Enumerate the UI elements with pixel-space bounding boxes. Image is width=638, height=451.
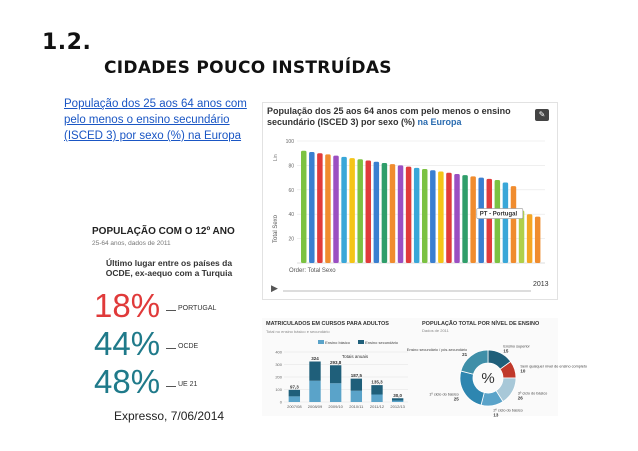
bar-segment — [289, 390, 300, 397]
clipping-leader-line — [166, 386, 176, 387]
y-tick-label: 100 — [275, 387, 282, 392]
edit-icon[interactable]: ✎ — [535, 109, 549, 121]
slice-value: 10 — [520, 368, 526, 374]
slice-label: 1º ciclo do básico — [429, 392, 459, 397]
bar-segment — [351, 391, 362, 402]
clipping-label: OCDE — [178, 343, 199, 350]
bar — [470, 176, 475, 263]
legend-item — [358, 340, 398, 345]
eurostat-link[interactable]: População dos 25 aos 64 anos com pelo menos o ensino secundário (ISCED 3) por sexo (%) na Europa — [64, 98, 247, 142]
enrolment-chart-title: MATRICULADOS EM CURSOS PARA ADULTOS — [266, 321, 389, 327]
donut-center-label: % — [481, 370, 495, 387]
y-tick-label: 0 — [279, 399, 282, 405]
slice-label: Sem qualquer nível de ensino completo — [520, 364, 588, 369]
slice-value: 13 — [493, 412, 499, 418]
bar — [478, 178, 483, 263]
bar — [487, 179, 492, 263]
year-label: 2013 — [533, 281, 549, 288]
bar-segment — [330, 383, 341, 402]
legend-label: Ensino básico — [325, 340, 351, 345]
chart-title-region: na Europa — [417, 117, 462, 127]
bar — [503, 182, 508, 263]
bar-segment — [309, 381, 320, 402]
eurostat-chart-widget — [262, 102, 558, 300]
bar — [325, 154, 330, 263]
bar — [406, 167, 411, 263]
bar-segment — [371, 395, 382, 403]
y-tick-label: 100 — [285, 139, 294, 145]
x-tick-label: 2007/08 — [287, 404, 302, 409]
x-tick-label: 2010/11 — [349, 404, 364, 409]
bar-segment — [392, 401, 403, 403]
chart-bars — [301, 151, 540, 263]
bar — [333, 156, 338, 263]
slice-value: 21 — [462, 352, 468, 358]
clipping-label: UE 21 — [178, 381, 198, 388]
donut-chart-subtitle: Dados de 2011 — [422, 328, 449, 333]
slice-label: 3º ciclo do básico — [517, 391, 548, 396]
clipping-value: 48% — [94, 363, 161, 400]
clipping-value: 18% — [94, 287, 161, 324]
slice-value: 26 — [517, 395, 523, 401]
play-icon[interactable]: ▶ — [271, 283, 278, 293]
bar — [535, 217, 540, 263]
bar — [309, 152, 314, 263]
order-label: Order: Total Sexo — [289, 268, 336, 274]
bar — [462, 175, 467, 263]
bar-segment — [330, 365, 341, 383]
bar-segment — [371, 385, 382, 394]
y-tick-label: 20 — [288, 236, 294, 243]
bar-segment — [392, 398, 403, 400]
bar — [438, 172, 443, 264]
clipping-row-ue21 — [92, 364, 234, 400]
bar — [414, 168, 419, 263]
bar — [398, 165, 403, 263]
enrolment-bar-chart — [262, 346, 412, 416]
portugal-tooltip — [477, 209, 523, 219]
clipping-leader-line — [166, 310, 176, 311]
data-label: 135,3 — [371, 379, 383, 385]
y-tick-label: 40 — [288, 212, 294, 219]
x-tick-label: 2009/10 — [328, 404, 343, 409]
chart-title-main: População dos 25 aos 64 anos com pelo menos o ensino secundário (ISCED 3) por sexo (%) — [267, 106, 511, 127]
slice-value: 25 — [453, 396, 459, 402]
timeline-slider[interactable] — [283, 290, 531, 292]
bar — [495, 180, 500, 263]
data-label: 293,8 — [330, 359, 342, 365]
bar — [374, 162, 379, 263]
bar — [390, 164, 395, 263]
legend-swatch — [358, 340, 364, 344]
bar-segment — [309, 362, 320, 381]
bar — [382, 163, 387, 263]
data-label: 324 — [311, 356, 319, 361]
y-tick-label: 300 — [275, 362, 282, 367]
education-donut-chart — [406, 332, 588, 418]
section-title: CIDADES POUCO INSTRUÍDAS — [104, 58, 392, 78]
bar — [301, 151, 306, 263]
bar — [357, 159, 362, 263]
clipping-value: 44% — [94, 325, 161, 362]
slice-label: Ensino superior — [503, 344, 530, 349]
y-axis-title: Total Sexo — [273, 214, 279, 243]
clipping-row-ocde — [92, 326, 234, 362]
clipping-label: PORTUGAL — [178, 305, 217, 312]
data-label: 187,5 — [350, 373, 362, 379]
bar — [422, 169, 427, 263]
bar — [511, 186, 516, 263]
x-tick-label: 2008/09 — [307, 404, 323, 409]
clipping-title: POPULAÇÃO COM O 12º ANO — [92, 226, 235, 237]
tooltip-text: PT - Portugal — [479, 211, 518, 218]
data-label: 97,3 — [289, 384, 299, 390]
y-tick-label: 200 — [275, 374, 282, 380]
clipping-row-portugal — [92, 288, 234, 324]
x-tick-label: 2011/12 — [369, 404, 385, 409]
bar-segment — [289, 396, 300, 402]
legend-item — [318, 340, 350, 345]
bar — [430, 170, 435, 263]
caption: Expresso, 7/06/2014 — [114, 409, 225, 423]
bar — [446, 173, 451, 263]
bar — [454, 174, 459, 263]
bar — [366, 161, 371, 263]
clipping-subtitle: 25-64 anos, dados de 2011 — [92, 240, 171, 247]
donut-chart-title: POPULAÇÃO TOTAL POR NÍVEL DE ENSINO — [422, 321, 540, 327]
enrolment-chart-subtitle: Total no ensino básico e secundário — [266, 329, 330, 334]
bar — [341, 157, 346, 263]
clipping-rank-text: Último lugar entre os países da OCDE, ex-aequo com a Turquia — [105, 258, 233, 278]
y-axis-ticks — [286, 139, 295, 243]
legend-swatch — [318, 340, 324, 344]
y-tick-label: 80 — [288, 163, 294, 170]
newspaper-clipping — [92, 226, 234, 404]
slice-label: 2º ciclo do básico — [493, 408, 523, 413]
unit-label: Lin — [273, 154, 279, 161]
bar — [349, 158, 354, 263]
bar — [527, 214, 532, 263]
slice-value: 15 — [503, 348, 509, 354]
bar — [317, 153, 322, 263]
bar-segment — [351, 379, 362, 391]
infographic-panel — [262, 318, 588, 418]
section-number: 1.2. — [42, 30, 92, 55]
y-tick-label: 400 — [275, 349, 282, 355]
chart-bars — [287, 356, 406, 409]
y-tick-label: 60 — [288, 187, 294, 194]
total-label: Totais anuais — [341, 354, 369, 359]
legend-label: Ensino secundário — [365, 340, 399, 345]
data-label: 30,0 — [393, 392, 403, 398]
x-tick-label: 2012/13 — [390, 404, 405, 409]
slice-label: Ensino secundário / pós-secundário — [406, 348, 468, 353]
clipping-leader-line — [166, 348, 176, 349]
